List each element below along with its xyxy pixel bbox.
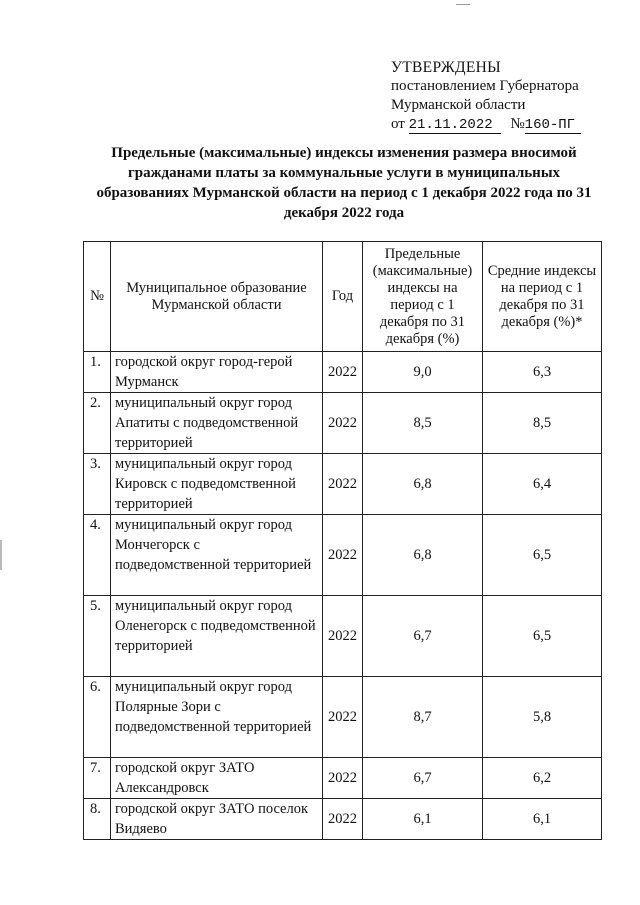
table-row [84, 393, 602, 454]
row-year: 2022 [323, 454, 363, 515]
row-year: 2022 [323, 393, 363, 454]
municipality-name: муниципальный округ город Оленегорск с подведомственной территорией [111, 596, 323, 677]
table-row [84, 596, 602, 677]
municipality-name: городской округ ЗАТО Александровск [111, 758, 323, 799]
approval-number: 160-ПГ [525, 118, 581, 134]
row-year: 2022 [323, 799, 363, 840]
row-number: 7. [84, 758, 111, 799]
row-number: 8. [84, 799, 111, 840]
avg-index-value: 6,1 [483, 799, 602, 840]
municipality-name: муниципальный округ город Мончегорск с подведомственной территорией [111, 515, 323, 596]
row-number: 3. [84, 454, 111, 515]
indices-table [83, 241, 602, 840]
max-index-value: 9,0 [363, 352, 483, 393]
municipality-name: муниципальный округ город Кировск с подведомственной территорией [111, 454, 323, 515]
header-max-index: Предельные (максимальные) индексы на период с 1 декабря по 31 декабря (%) [363, 242, 483, 352]
approval-line: Мурманской области [391, 97, 526, 113]
scan-mark [456, 0, 470, 5]
avg-index-value: 8,5 [483, 393, 602, 454]
max-index-value: 8,7 [363, 677, 483, 758]
approval-date: 21.11.2022 [409, 118, 501, 134]
max-index-value: 6,7 [363, 758, 483, 799]
header-year: Год [323, 242, 363, 352]
header-municipality: Муниципальное образование Мурманской области [111, 242, 323, 352]
row-year: 2022 [323, 515, 363, 596]
avg-index-value: 6,5 [483, 596, 602, 677]
avg-index-value: 5,8 [483, 677, 602, 758]
table-header-row [84, 242, 602, 352]
row-number: 5. [84, 596, 111, 677]
max-index-value: 6,7 [363, 596, 483, 677]
row-year: 2022 [323, 596, 363, 677]
row-year: 2022 [323, 758, 363, 799]
table-row [84, 677, 602, 758]
row-number: 6. [84, 677, 111, 758]
table-row [84, 799, 602, 840]
row-year: 2022 [323, 352, 363, 393]
table-row [84, 758, 602, 799]
row-year: 2022 [323, 677, 363, 758]
document-title: Предельные (максимальные) индексы изменения размера вносимой гражданами платы за коммунальные услуги в муниципальных образованиях Мурманской области на период с 1 декабря 2022 года по 31 декабря 2022 года [96, 145, 592, 221]
max-index-value: 6,1 [363, 799, 483, 840]
approval-block [391, 58, 631, 134]
approval-line: постановлением Губернатора [391, 78, 579, 94]
table-row [84, 515, 602, 596]
municipality-name: городской округ город-герой Мурманск [111, 352, 323, 393]
avg-index-value: 6,2 [483, 758, 602, 799]
municipality-name: муниципальный округ город Полярные Зори с подведомственной территорией [111, 677, 323, 758]
header-no: № [84, 242, 111, 352]
table-row [84, 352, 602, 393]
approval-date-line [391, 115, 631, 134]
municipality-name: муниципальный округ город Апатиты с подведомственной территорией [111, 393, 323, 454]
max-index-value: 8,5 [363, 393, 483, 454]
avg-index-value: 6,4 [483, 454, 602, 515]
header-avg-index: Средние индексы на период с 1 декабря по 31 декабря (%)* [483, 242, 602, 352]
avg-index-value: 6,5 [483, 515, 602, 596]
row-number: 4. [84, 515, 111, 596]
row-number: 1. [84, 352, 111, 393]
max-index-value: 6,8 [363, 515, 483, 596]
row-number: 2. [84, 393, 111, 454]
municipality-name: городской округ ЗАТО поселок Видяево [111, 799, 323, 840]
max-index-value: 6,8 [363, 454, 483, 515]
table-row [84, 454, 602, 515]
approval-heading: УТВЕРЖДЕНЫ [391, 59, 501, 76]
scan-mark [0, 540, 2, 570]
avg-index-value: 6,3 [483, 352, 602, 393]
date-prefix: от [391, 116, 405, 132]
number-prefix: № [510, 116, 525, 132]
